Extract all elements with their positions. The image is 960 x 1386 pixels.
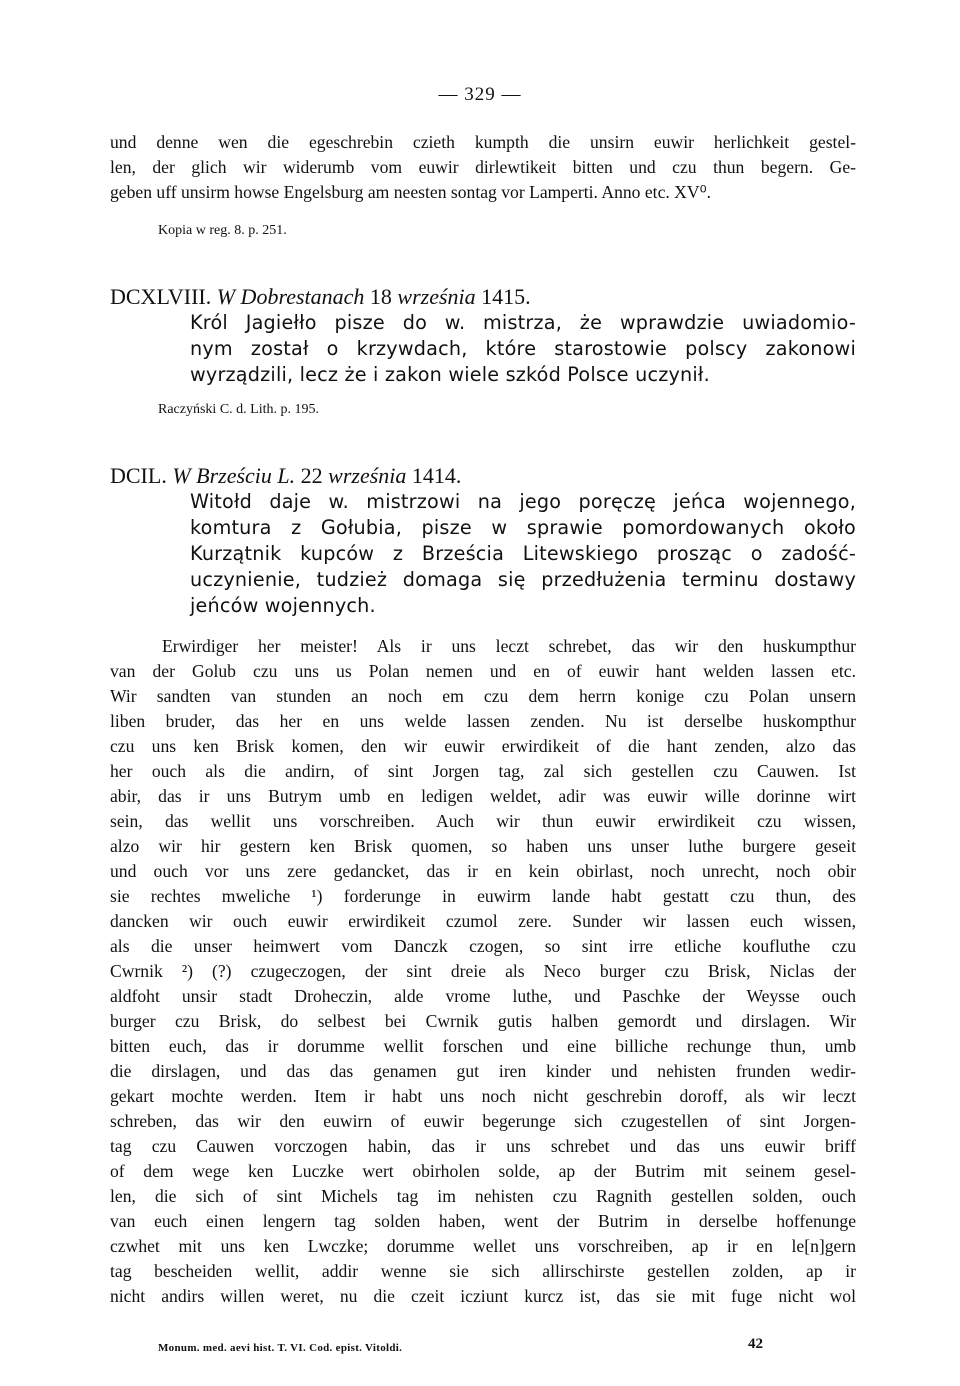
intro-paragraph <box>110 130 856 205</box>
letter-line: tag bescheiden wellit, addir wenne sie sich allirschirste gestellen zolden, ap ir <box>110 1261 856 1281</box>
letter-line: czu uns ken Brisk komen, den wir euwir erwirdikeit of die hant zenden, alzo das <box>110 736 856 756</box>
doc648-summary <box>190 310 856 388</box>
letter-line: abir, das ir uns Butrym umb en ledigen weldet, adir was euwir wille dorinne wirt <box>110 786 856 806</box>
doc648-month: września <box>397 284 476 309</box>
doc649-letter-text <box>110 634 856 1309</box>
intro-line: geben uff unsirm howse Engelsburg am neesten sontag vor Lamperti. Anno etc. XV⁰. <box>110 182 712 202</box>
doc648-number: DCXLVIII. <box>110 284 212 309</box>
letter-line: liben bruder, das her en uns welde lassen zenden. Nu ist derselbe huskompthur <box>110 711 856 731</box>
footer-publication: Monum. med. aevi hist. T. VI. Cod. epist. Vitoldi. <box>158 1342 403 1354</box>
letter-line: van der Golub czu uns us Polan nemen und en of euwir hant welden lassen etc. <box>110 661 856 681</box>
doc649-summary-line: jeńców wojennych. <box>190 594 376 617</box>
letter-line: gekart mochte werden. Item ir habt uns noch nicht geschrebin doroff, als wir leczt <box>110 1086 856 1106</box>
letter-line: van euch einen lengern tag solden haben, went der Butrim in derselbe hoffenunge <box>110 1211 856 1231</box>
letter-line: tag czu Cauwen vorczogen habin, das ir uns schrebet und das uns euwir briff <box>110 1136 856 1156</box>
doc649-heading <box>110 463 856 489</box>
letter-line: Cwrnik ²) (?) czugeczogen, der sint dreie als Neco burger czu Brisk, Niclas der <box>110 961 856 981</box>
doc648-year: 1415. <box>481 284 531 309</box>
letter-line: nicht andirs willen weret, nu die czeit icziunt kurcz ist, das sie mit fuge nicht wol <box>110 1286 856 1306</box>
doc649-summary-line: Kurzątnik kupców z Brześcia Litewskiego prosząc o zadość- <box>190 542 856 565</box>
letter-line: und ouch vor uns zere gedancket, das ir en kein obirlast, noch unrecht, noch obir <box>110 861 856 881</box>
letter-line: of dem wege ken Luczke wert obirholen solde, ap der Butrim mit seinem gesel- <box>110 1161 856 1181</box>
doc649-number: DCIL. <box>110 463 167 488</box>
letter-line: aldfoht unsir stadt Droheczin, alde vrome luthe, und Paschke der Weysse ouch <box>110 986 856 1006</box>
letter-line: sein, das wellit uns vorschreiben. Auch wir thun euwir erwirdikeit czu wissen, <box>110 811 856 831</box>
footer-sheet-number: 42 <box>748 1336 763 1352</box>
letter-line: bitten euch, das ir dorumme wellit forschen und eine billiche rechunge thun, umb <box>110 1036 856 1056</box>
intro-line: und denne wen die egeschrebin czieth kumpth die unsirn euwir herlichkeit gestel- <box>110 132 856 152</box>
doc649-day: 22 <box>300 463 323 488</box>
letter-line: len, die sich of sint Michels tag im nehisten czu Ragnith gestellen solden, ouch <box>110 1186 856 1206</box>
doc649-month: września <box>328 463 407 488</box>
doc649-place: W Brześciu L. <box>172 463 296 488</box>
doc649-summary-line: uczynienie, tudzież domaga się przedłużenia terminu dostawy <box>190 568 856 591</box>
doc649-year: 1414. <box>411 463 462 488</box>
intro-line: len, der glich wir widerumb vom euwir dirlewtikeit bitten und czu thun begern. Ge- <box>110 157 856 177</box>
doc648-source-note: Raczyński C. d. Lith. p. 195. <box>158 402 319 417</box>
doc648-heading <box>110 284 856 310</box>
letter-line: burger czu Brisk, do selbest bei Cwrnik gutis halben gemordt und dirslagen. Wir <box>110 1011 856 1031</box>
doc648-place: W Dobrestanach <box>216 284 365 309</box>
doc648-summary-line: Król Jagiełło pisze do w. mistrza, że wprawdzie uwiadomio- <box>190 311 856 334</box>
doc649-summary-line: komtura z Gołubia, pisze w sprawie pomordowanych około <box>190 516 856 539</box>
letter-line: dancken wir ouch euwir erwirdikeit czumol zere. Sunder wir lassen euch wissen, <box>110 911 856 931</box>
doc649-summary <box>190 489 856 619</box>
doc648-day: 18 <box>369 284 392 309</box>
letter-line: alzo wir hir gestern ken Brisk quomen, so haben uns unser luthe burgere geseit <box>110 836 856 856</box>
intro-source-note: Kopia w reg. 8. p. 251. <box>158 223 287 238</box>
page-number: — 329 — <box>438 84 522 105</box>
letter-line: czwhet mit uns ken Lwczke; dorumme wellet uns vorschreiben, ap ir en le[n]gern <box>110 1236 856 1256</box>
doc648-summary-line: wyrządzili, lecz że i zakon wiele szkód Polsce uczynił. <box>190 363 710 386</box>
letter-line: Erwirdiger her meister! Als ir uns leczt schrebet, das wir den huskumpthur <box>162 636 856 656</box>
letter-line: her ouch als die andirn, of sint Jorgen tag, zal sich gestellen czu Cauwen. Ist <box>110 761 856 781</box>
letter-line: als die unser heimwert vom Danczk czogen, so sint irre etliche koufluthe czu <box>110 936 856 956</box>
letter-line: die dirslagen, und das das genamen gut iren kinder und nehisten frunden wedir- <box>110 1061 856 1081</box>
letter-line: sie rechtes mweliche ¹) forderunge in euwirm lande habt gestatt czu thun, des <box>110 886 856 906</box>
doc649-summary-line: Witołd daje w. mistrzowi na jego poręczę jeńca wojennego, <box>190 490 856 513</box>
letter-line: schreben, das wir den euwirn of euwir begerunge sich czugestellen of sint Jorgen- <box>110 1111 856 1131</box>
doc648-summary-line: nym został o krzywdach, które starostowie polscy zakonowi <box>190 337 856 360</box>
letter-line: Wir sandten van stunden an noch em czu dem herrn konige czu Polan unsern <box>110 686 856 706</box>
